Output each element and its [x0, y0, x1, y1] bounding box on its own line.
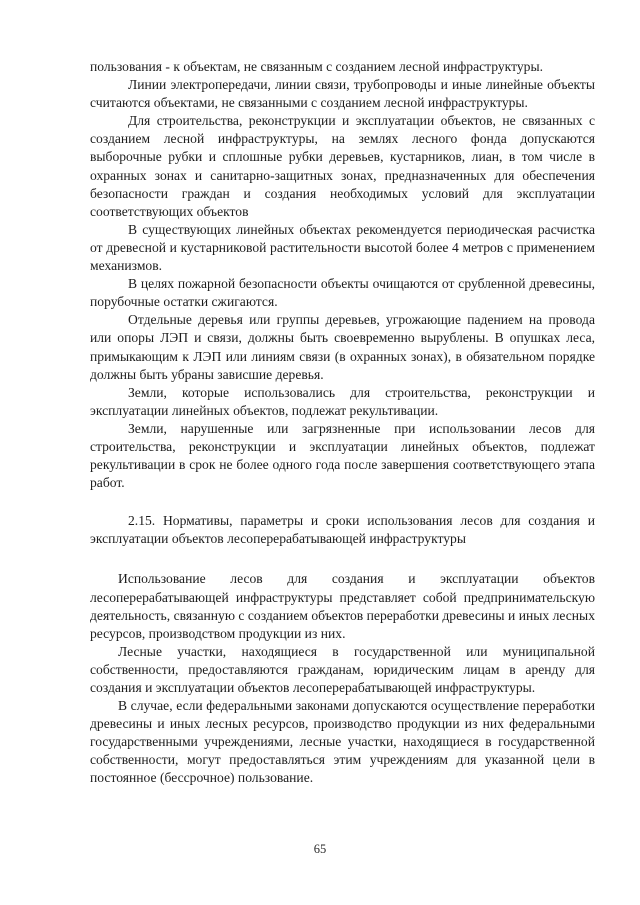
paragraph: В существующих линейных объектах рекомендуется периодическая расчистка от древесной и кустарниковой растительности высотой более 4 метров с применением механизмов. [90, 221, 595, 274]
paragraph: Использование лесов для создания и эксплуатации объектов лесоперерабатывающей инфраструктуры представляет собой предпринимательскую деятельность, связанную с созданием объектов переработки древесины и иных лесных ресурсов, производством продукции из них. [90, 571, 595, 641]
paragraph: В целях пожарной безопасности объекты очищаются от срубленной древесины, порубочные остатки сжигаются. [90, 276, 595, 310]
paragraph: пользования - к объектам, не связанным с созданием лесной инфраструктуры. [90, 59, 543, 74]
paragraph: Линии электропередачи, линии связи, трубопроводы и иные линейные объекты считаются объектами, не связанными с созданием лесной инфраструктуры. [90, 77, 595, 111]
paragraph: Земли, нарушенные или загрязненные при использовании лесов для строительства, реконструкции и эксплуатации линейных объектов, подлежат рекультивации в срок не более одного года после завершения соответствующего этапа работ. [90, 420, 595, 491]
page-content [90, 58, 595, 788]
paragraph: В случае, если федеральными законами допускаются осуществление переработки древесины и иных лесных ресурсов, производство продукции из них федеральными государственными учреждениями, лесные участки, находящиеся в государственной собственности, могут предоставляться этим учреждениям для указанной цели в постоянное (бессрочное) пользование. [90, 698, 595, 786]
paragraph: Земли, которые использовались для строительства, реконструкции и эксплуатации линейных объектов, подлежат рекультивации. [90, 384, 595, 418]
section-title: 2.15. Нормативы, параметры и сроки использования лесов для создания и эксплуатации объектов лесоперерабатывающей инфраструктуры [90, 513, 595, 547]
page-number: 65 [313, 842, 327, 856]
paragraph: Отдельные деревья или группы деревьев, угрожающие падением на провода или опоры ЛЭП и связи, должны быть своевременно вырублены. В опушках леса, примыкающим к ЛЭП или линиям связи (в охранных зонах), в обязательном порядке должны быть убраны зависшие деревья. [90, 312, 595, 382]
paragraph: Для строительства, реконструкции и эксплуатации объектов, не связанных с созданием лесной инфраструктуры, на землях лесного фонда допускаются выборочные рубки и сплошные рубки деревьев, кустарников, лиан, в том числе в охранных зонах и санитарно-защитных зонах, предназначенных для обеспечения безопасности граждан и создания необходимых условий для эксплуатации соответствующих объектов [90, 113, 595, 219]
paragraph: Лесные участки, находящиеся в государственной или муниципальной собственности, предоставляются гражданам, юридическим лицам в аренду для создания и эксплуатации объектов лесоперерабатывающей инфраструктуры. [90, 643, 595, 695]
